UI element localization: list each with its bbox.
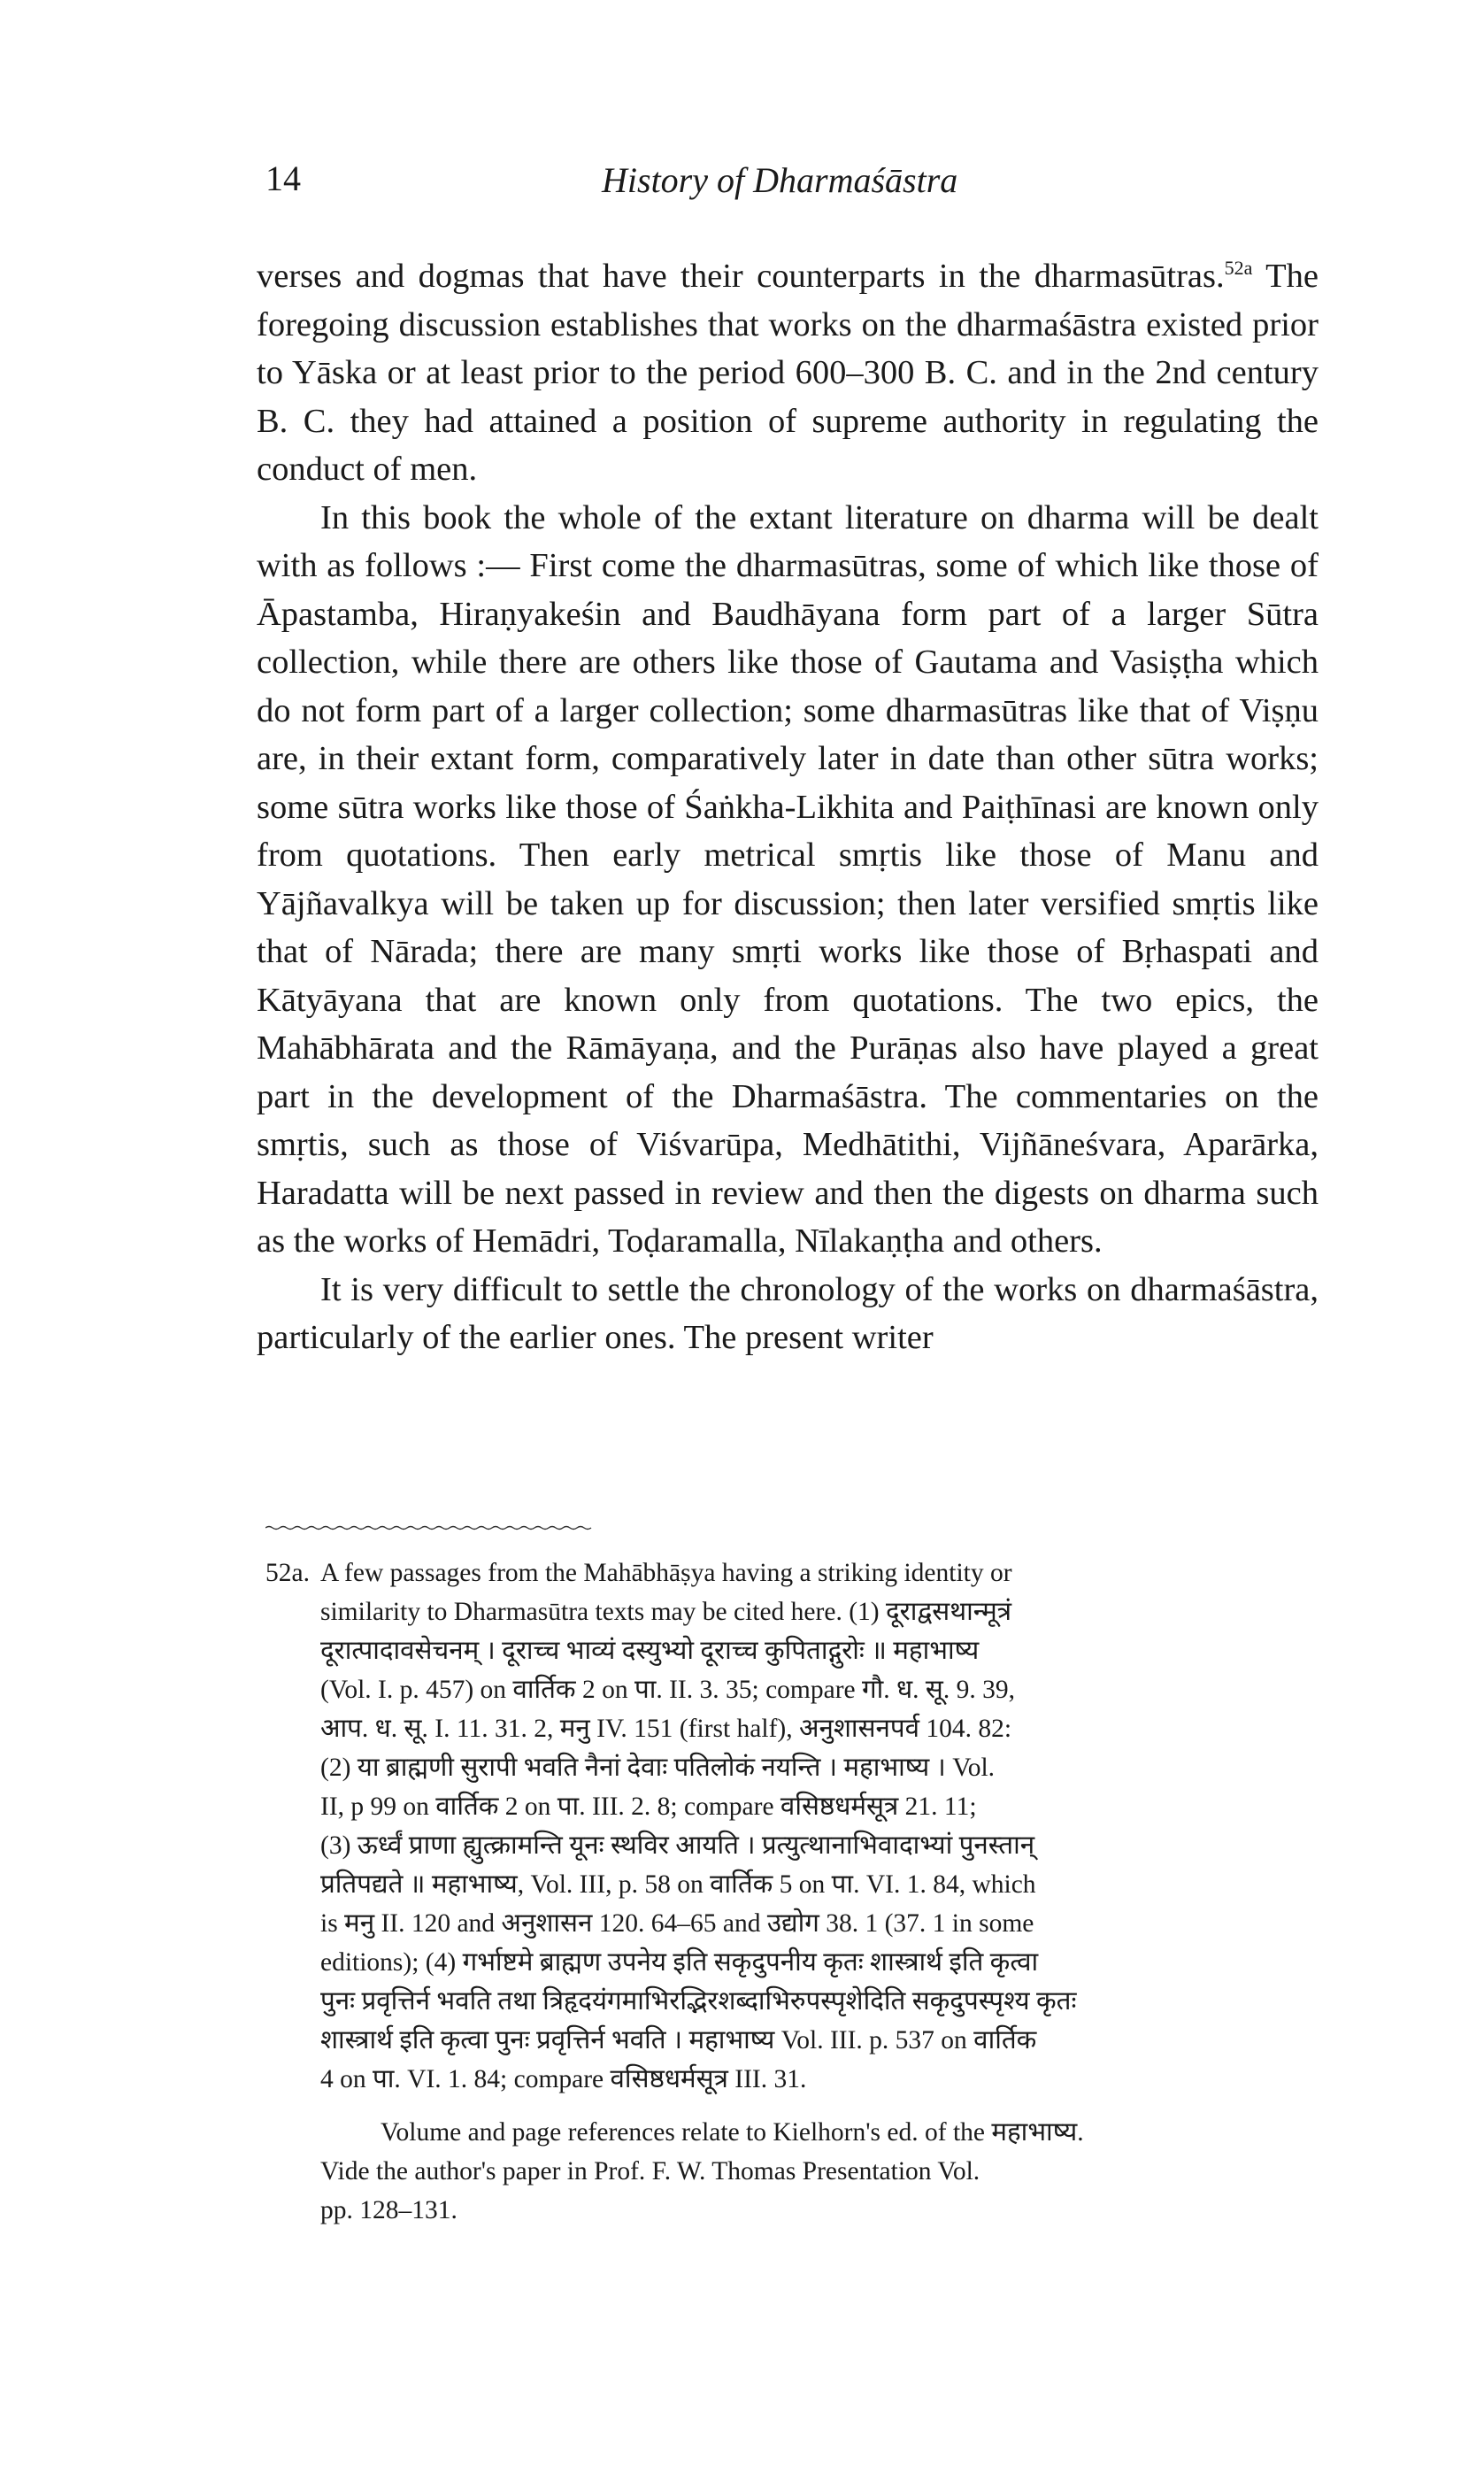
footnotes	[265, 1553, 1310, 2230]
footnote-line: A few passages from the Mahābhāṣya having a striking identity or	[320, 1559, 1012, 1587]
running-title: History of Dharmaśāstra	[602, 160, 958, 200]
footnote-line: आप. ध. सू. I. 11. 31. 2, मनु IV. 151 (first half), अनुशासनपर्व 104. 82:	[320, 1715, 1012, 1743]
page-header	[265, 158, 1310, 220]
footnote-reference: 52a	[1224, 257, 1253, 280]
footnote-line: पुनः प्रवृत्तिर्न भवति तथा त्रिहृदयंगमाभिरद्भिरशब्दाभिरुपस्पृशेदिति सकृदुपस्पृश्य कृतः	[320, 1987, 1077, 2016]
footnote-line: (3) ऊर्ध्वं प्राणा ह्युत्क्रामन्ति यूनः स्थविर आयति । प्रत्युत्थानाभिवादाभ्यां पुनस्तान्	[320, 1831, 1035, 1860]
note-line: Vide the author's paper in Prof. F. W. Thomas Presentation Vol.	[320, 2157, 980, 2186]
main-text	[257, 252, 1319, 1362]
footnote-text	[320, 1553, 1310, 2099]
footnote-line: II, p 99 on वार्तिक 2 on पा. III. 2. 8; compare वसिष्ठधर्मसूत्र 21. 11;	[320, 1792, 977, 1821]
footnote-52a	[265, 1553, 1310, 2099]
footnote-line: प्रतिपद्यते ॥ महाभाष्य, Vol. III, p. 58 on वार्तिक 5 on पा. VI. 1. 84, which	[320, 1870, 1036, 1899]
footnote-line: editions); (4) गर्भाष्टमे ब्राह्मण उपनेय इति सकृदुपनीय कृतः शास्त्रार्थ इति कृत्वा	[320, 1948, 1039, 1977]
paragraph-1	[257, 252, 1319, 494]
footnote-line: शास्त्रार्थ इति कृत्वा पुनः प्रवृत्तिर्न भवति । महाभाष्य Vol. III. p. 537 on वार्तिक	[320, 2026, 1037, 2055]
paragraph-2: In this book the whole of the extant literature on dharma will be dealt with as follows :— First come the dharmasūtras, some of which like those of Āpastamba, Hiraṇyakeśin and Baudhāyana form part of a larger Sūtra collection, while there are others like those of Gautama and Vasiṣṭha which do not form part of a larger collection; some dharmasūtras like that of Viṣṇu are, in their extant form, comparatively later in date than other sūtra works; some sūtra works like those of Śaṅkha-Likhita and Paiṭhīnasi are known only from quotations. Then early metrical smṛtis like those of Manu and Yājñavalkya will be taken up for discussion; then later versified smṛtis like that of Nārada; there are many smṛti works like those of Bṛhaspati and Kātyāyana that are known only from quotations. The two epics, the Mahābhārata and the Rāmāyaṇa, and the Purāṇas also have played a great part in the development of the Dharmaśāstra. The commentaries on the smṛtis, such as those of Viśvarūpa, Medhātithi, Vijñāneśvara, Aparārka, Haradatta will be next passed in review and then the digests on dharma such as the works of Hemādri, Toḍaramalla, Nīlakaṇṭha and others.	[257, 498, 1319, 1260]
footnote-label: 52a.	[265, 1559, 310, 1587]
footnote-line: (Vol. I. p. 457) on वार्तिक 2 on पा. II. 3. 35; compare गौ. ध. सू. 9. 39,	[320, 1676, 1015, 1704]
footnote-line: is मनु II. 120 and अनुशासन 120. 64–65 and उद्योग 38. 1 (37. 1 in some	[320, 1909, 1034, 1938]
footnote-additional-note	[265, 2113, 1310, 2230]
note-line: pp. 128–131.	[320, 2196, 458, 2224]
paragraph-1-start: verses and dogmas that have their counterparts in the dharmasūtras.	[257, 258, 1225, 295]
note-line: Volume and page references relate to Kielhorn's ed. of the महाभाष्य.	[381, 2118, 1084, 2147]
page-number: 14	[265, 158, 301, 198]
paragraph-3: It is very difficult to settle the chronology of the works on dharmaśāstra, particularly of the earlier ones. The present writer	[257, 1270, 1319, 1356]
footnote-line: similarity to Dharmasūtra texts may be cited here. (1) दूराद्वसथान्मूत्रं	[320, 1598, 1012, 1626]
footnote-separator-rule	[265, 1524, 593, 1531]
paragraph-1-rest: The foregoing discussion establishes that works on the dharmaśāstra existed prior to Yāska or at least prior to the period 600–300 B. C. and in the 2nd century B. C. they had attained a position of supreme authority in regulating the conduct of men.	[257, 258, 1319, 488]
footnote-line: 4 on पा. VI. 1. 84; compare वसिष्ठधर्मसूत्र III. 31.	[320, 2065, 807, 2093]
footnote-line: दूरात्पादावसेचनम् । दूराच्च भाव्यं दस्युभ्यो दूराच्च कुपिताद्गुरोः ॥ महाभाष्य	[320, 1637, 980, 1665]
footnote-line: (2) या ब्राह्मणी सुरापी भवति नैनां देवाः पतिलोकं नयन्ति । महाभाष्य । Vol.	[320, 1754, 996, 1782]
